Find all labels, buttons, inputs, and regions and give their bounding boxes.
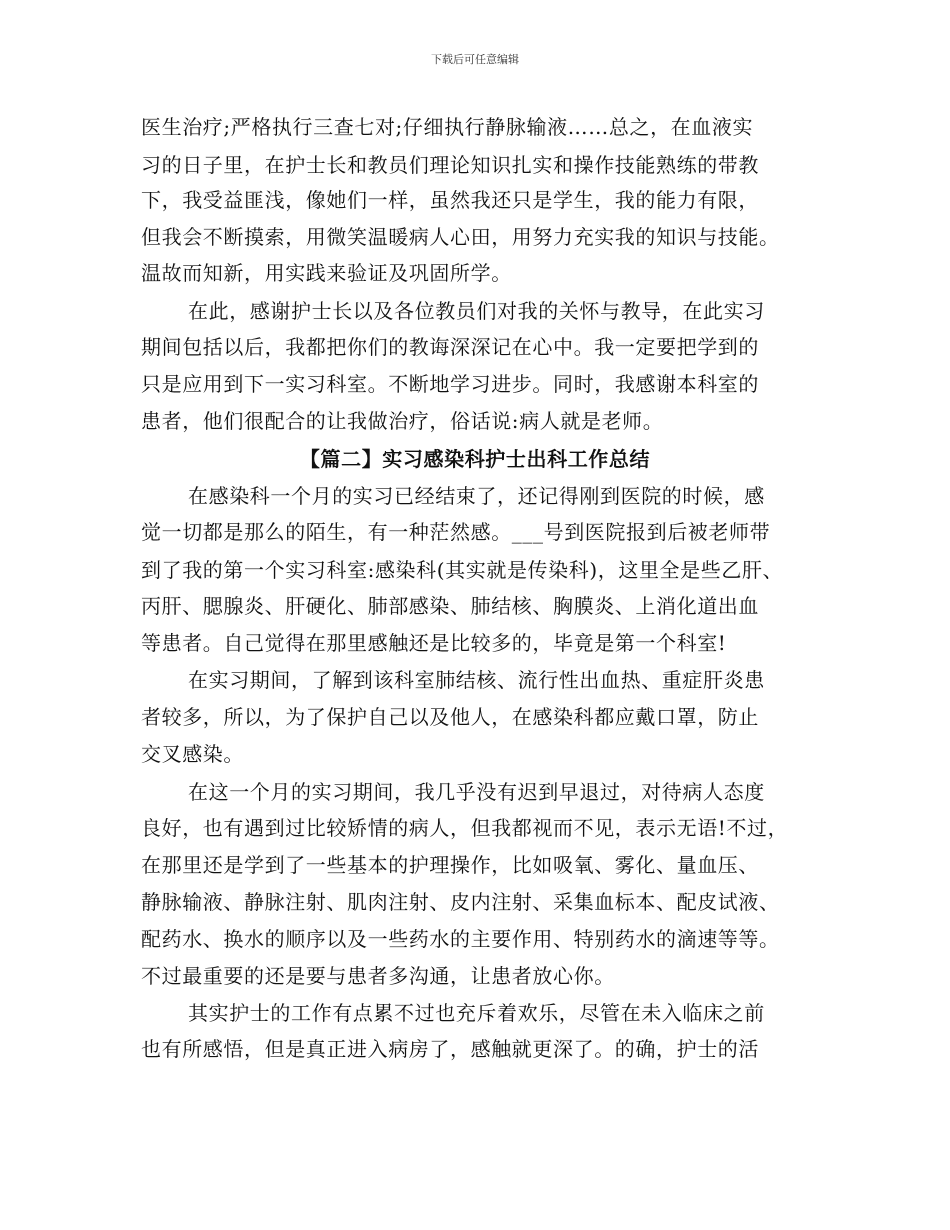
text-line: 温故而知新，用实践来验证及巩固所学。 xyxy=(141,261,512,285)
text-line: 习的日子里，在护士长和教员们理论知识扎实和操作技能熟练的带教 xyxy=(141,153,759,177)
text-line: 在感染科一个月的实习已经结束了，还记得刚到医院的时候，感 xyxy=(188,484,765,508)
text-line: 者较多，所以，为了保护自己以及他人，在感染科都应戴口罩，防止 xyxy=(141,705,759,729)
text-line: 交叉感染。 xyxy=(141,742,244,766)
text-line: 也有所感悟，但是真正进入病房了，感触就更深了。的确，护士的活 xyxy=(141,1037,759,1061)
text-line: 丙肝、腮腺炎、肝硬化、肺部感染、肺结核、胸膜炎、上消化道出血 xyxy=(141,594,759,618)
text-line: 在实习期间，了解到该科室肺结核、流行性出血热、重症肝炎患 xyxy=(188,668,765,692)
text-line: 只是应用到下一实习科室。不断地学习进步。同时，我感谢本科室的 xyxy=(141,372,759,396)
text-line: 不过最重要的还是要与患者多沟通，让患者放心你。 xyxy=(141,964,615,988)
text-line: 配药水、换水的顺序以及一些药水的主要作用、特别药水的滴速等等。 xyxy=(141,927,780,951)
text-line: 在这一个月的实习期间，我几乎没有迟到早退过，对待病人态度 xyxy=(188,780,765,804)
text-line: 良好，也有遇到过比较矫情的病人，但我都视而不见，表示无语!不过， xyxy=(141,816,789,840)
text-line: 在那里还是学到了一些基本的护理操作，比如吸氧、雾化、量血压、 xyxy=(141,853,759,877)
text-line: 其实护士的工作有点累不过也充斥着欢乐，尽管在未入临床之前 xyxy=(188,1001,765,1025)
page-header: 下载后可任意编辑 xyxy=(431,53,519,66)
text-line: 静脉输液、静脉注射、肌肉注射、皮内注射、采集血标本、配皮试液、 xyxy=(141,890,780,914)
text-line: 期间包括以后，我都把你们的教诲深深记在心中。我一定要把学到的 xyxy=(141,335,759,359)
text-line: 但我会不断摸索，用微笑温暖病人心田，用努力充实我的知识与技能。 xyxy=(141,225,780,249)
text-line: 等患者。自己觉得在那里感触还是比较多的，毕竟是第一个科室! xyxy=(141,631,727,655)
text-line: 医生治疗;严格执行三查七对;仔细执行静脉输液……总之，在血液实 xyxy=(141,115,754,139)
section-heading: 【篇二】实习感染科护士出科工作总结 xyxy=(299,447,651,471)
text-line: 觉一切都是那么的陌生，有一种茫然感。___号到医院报到后被老师带 xyxy=(141,520,771,544)
text-line: 患者，他们很配合的让我做治疗，俗话说:病人就是老师。 xyxy=(141,409,664,433)
text-line: 下，我受益匪浅，像她们一样，虽然我还只是学生，我的能力有限， xyxy=(141,188,759,212)
text-line: 到了我的第一个实习科室:感染科(其实就是传染科)，这里全是些乙肝、 xyxy=(141,558,784,582)
text-line: 在此，感谢护士长以及各位教员们对我的关怀与教导，在此实习 xyxy=(188,299,765,323)
